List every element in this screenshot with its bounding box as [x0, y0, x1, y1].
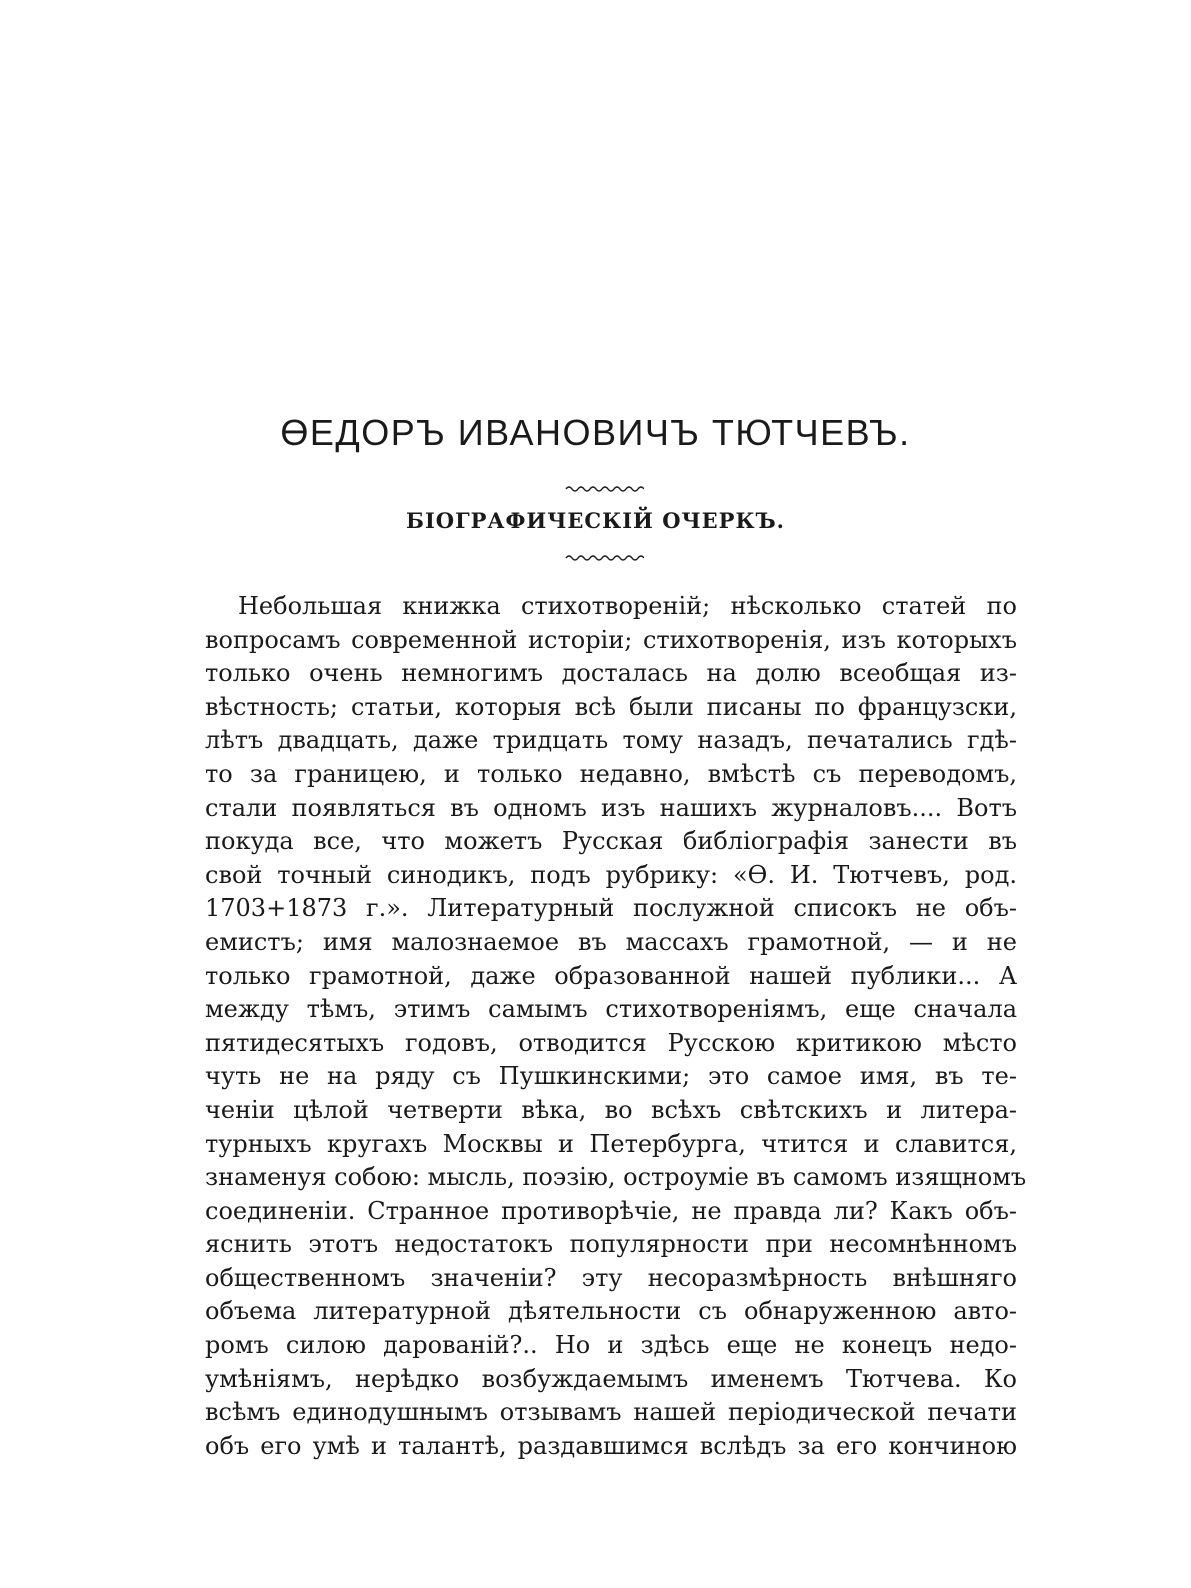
text-line: вѣстность; статьи, которыя всѣ были писаны по французски,	[205, 692, 1017, 721]
text-line: пятидесятыхъ годовъ, отводится Русскою критикою мѣсто	[205, 1028, 1017, 1057]
text-line: чуть не на ряду съ Пушкинскими; это самое имя, въ те-	[205, 1062, 1017, 1091]
text-line: только очень немногимъ досталась на долю всеобщая из-	[205, 659, 1017, 688]
text-line: общественномъ значеніи? эту несоразмѣрность внѣшняго	[205, 1263, 1017, 1292]
text-line: Небольшая книжка стихотвореній; нѣсколько статей по	[238, 592, 1017, 620]
text-line: то за границею, и только недавно, вмѣстѣ съ переводомъ,	[205, 759, 1017, 788]
page-title: ӨЕДОРЪ ИВАНОВИЧЪ ТЮТЧЕВЪ.	[280, 412, 911, 453]
text-line: яснить этотъ недостатокъ популярности при несомнѣнномъ	[205, 1230, 1017, 1259]
text-line: ромъ силою дарованій?.. Но и здѣсь еще не конецъ недо-	[205, 1331, 1017, 1360]
text-line: стали появляться въ одномъ изъ нашихъ журналовъ.... Вотъ	[205, 793, 1017, 822]
text-line: лѣтъ двадцать, даже тридцать тому назадъ, печатались гдѣ-	[205, 726, 1017, 755]
wavy-rule-top	[564, 483, 644, 495]
page-subtitle: БІОГРАФИЧЕСКІЙ ОЧЕРКЪ.	[406, 508, 785, 533]
text-line: объема литературной дѣятельности съ обнаруженною авто-	[205, 1297, 1017, 1326]
text-line: ченіи цѣлой четверти вѣка, во всѣхъ свѣтскихъ и литера-	[205, 1095, 1017, 1124]
text-line: всѣмъ единодушнымъ отзывамъ нашей періодической печати	[205, 1398, 1017, 1427]
text-line: между тѣмъ, этимъ самымъ стихотвореніямъ, еще сначала	[205, 995, 1017, 1024]
text-line: турныхъ кругахъ Москвы и Петербурга, чтится и славится,	[205, 1129, 1017, 1158]
text-line: знаменуя собою: мысль, поэзію, остроуміе въ самомъ изящномъ	[205, 1163, 1027, 1192]
text-line: объ его умѣ и талантѣ, раздавшимся вслѣдъ за его кончиною	[205, 1431, 1017, 1460]
text-line: только грамотной, даже образованной нашей публики... А	[205, 961, 1017, 990]
body-paragraph	[205, 590, 1027, 1463]
text-line: умѣніямъ, нерѣдко возбуждаемымъ именемъ Тютчева. Ко	[205, 1364, 1017, 1393]
text-line: свой точный синодикъ, подъ рубрику: «Ө. И. Тютчевъ, род.	[205, 860, 1017, 889]
text-line: емистъ; имя малознаемое въ массахъ грамотной, — и не	[205, 927, 1017, 956]
wavy-rule-bottom	[564, 552, 644, 564]
text-line: 1703+1873 г.». Литературный послужной списокъ не объ-	[205, 894, 1017, 923]
text-line: вопросамъ современной исторіи; стихотворенія, изъ которыхъ	[205, 625, 1017, 654]
text-line: покуда все, что можетъ Русская библіографія занести въ	[205, 827, 1017, 856]
text-line: соединеніи. Странное противорѣчіе, не правда ли? Какъ объ-	[205, 1196, 1017, 1225]
